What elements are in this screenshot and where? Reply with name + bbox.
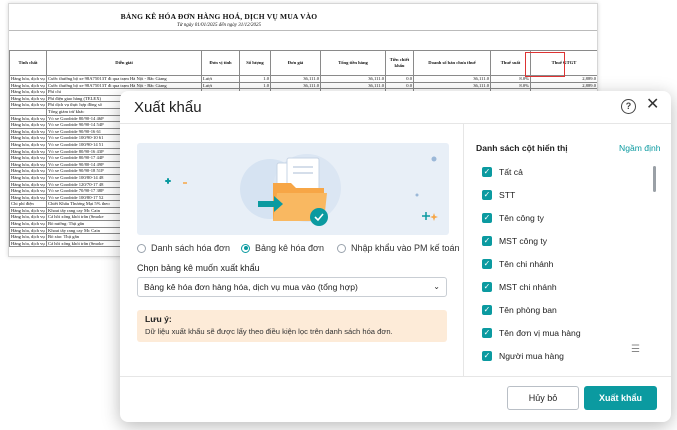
report-cell: Hàng hóa, dịch vụ (11, 194, 45, 200)
report-cell: 1.0 (240, 76, 271, 83)
report-header-cell: Thuế suất (491, 51, 531, 76)
export-dialog (120, 91, 671, 422)
report-header-cell: Tiền chiết khấu (386, 51, 414, 76)
column-option[interactable] (482, 282, 557, 292)
column-option[interactable] (482, 328, 581, 338)
column-option-label: STT (499, 190, 516, 200)
report-cell: Hàng hóa, dịch vụ (11, 234, 45, 240)
report-cell: Lượt (202, 82, 240, 89)
report-cell: 2,889.0 (531, 76, 598, 83)
report-cell: Khoai tây rang cay Mc Cain (47, 227, 202, 234)
report-cell: Hàng hóa, dịch vụ (11, 115, 45, 121)
tax-rate-highlight (525, 52, 565, 77)
column-option-label: Tên chi nhánh (499, 259, 554, 269)
report-cell: Phí chi (47, 89, 202, 96)
report-row (10, 76, 598, 83)
radio-import-accounting[interactable] (337, 244, 346, 253)
column-option[interactable] (482, 190, 515, 200)
report-cell: Hàng hóa, dịch vụ (11, 168, 45, 174)
column-option[interactable] (482, 236, 547, 246)
report-header-cell: Tính chất (10, 51, 47, 76)
column-option[interactable] (482, 167, 523, 177)
report-cell: Hàng hóa, dịch vụ (11, 227, 45, 233)
checkbox-checked-icon[interactable]: ✓ (483, 167, 491, 176)
report-cell: Vỏ xe Goodride 80/90-17 44P (47, 155, 202, 162)
columns-title: Danh sách cột hiển thị (476, 143, 568, 153)
note-title: Lưu ý: (145, 314, 172, 324)
checkbox-checked-icon[interactable]: ✓ (483, 351, 491, 360)
report-cell: Vỏ xe Goodride 90/90-16 61 (47, 128, 202, 135)
report-cell: 36,111.0 (414, 82, 491, 89)
dialog-title: Xuất khẩu (134, 99, 202, 116)
dialog-footer (120, 376, 671, 422)
report-cell: Hàng hóa, dịch vụ (11, 76, 45, 81)
report-cell: Vỏ xe Goodride 90/90-18 51P (47, 168, 202, 175)
report-cell: Hàng hóa, dịch vụ (11, 221, 45, 227)
report-cell: Hàng hóa, dịch vụ (11, 128, 45, 134)
report-period: Từ ngày 01/01/2025 đến ngày 31/12/2025 (177, 23, 261, 28)
column-option-label: Tên đơn vị mua hàng (499, 328, 581, 338)
report-select-label: Chọn bảng kê muốn xuất khẩu (137, 263, 260, 273)
report-cell (10, 108, 47, 115)
close-icon[interactable]: ✕ (646, 96, 660, 113)
column-option-label: MST chi nhánh (499, 282, 557, 292)
report-cell: Hàng hóa, dịch vụ (11, 148, 45, 154)
option-label: Bảng kê hóa đơn (255, 243, 324, 253)
report-cell: Hàng hóa, dịch vụ (11, 82, 45, 88)
report-cell: 8.0% (491, 82, 531, 89)
column-option-label: Tất cả (499, 167, 523, 177)
report-cell: Hàng hóa, dịch vụ (11, 95, 45, 101)
report-cell: Vỏ xe Goodride 70/90-17 38P (47, 188, 202, 195)
checkbox-checked-icon[interactable]: ✓ (483, 282, 491, 291)
option-label: Danh sách hóa đơn (151, 243, 230, 253)
checkbox-checked-icon[interactable]: ✓ (483, 190, 491, 199)
report-cell: 36,111.0 (271, 76, 321, 83)
option-label: Nhập khẩu vào PM kế toán (351, 243, 460, 253)
report-cell: Bò nướng: Thịt gân (47, 221, 202, 228)
column-option[interactable] (482, 305, 557, 315)
report-row (10, 82, 598, 89)
checkbox-checked-icon[interactable]: ✓ (483, 328, 491, 337)
report-cell: Hàng hóa, dịch vụ (11, 155, 45, 161)
column-option-label: MST công ty (499, 236, 548, 246)
column-option[interactable] (482, 259, 553, 269)
report-cell: Lượt (202, 76, 240, 83)
columns-scrollbar[interactable] (653, 166, 656, 192)
report-cell: Hàng hóa, dịch vụ (11, 102, 45, 108)
option-invoice-list[interactable] (137, 241, 230, 255)
report-cell: 1.0 (240, 82, 271, 89)
export-illustration (137, 143, 449, 235)
report-cell: Hàng hóa, dịch vụ (11, 207, 45, 213)
checkbox-checked-icon[interactable]: ✓ (483, 305, 491, 314)
export-button[interactable]: Xuất khẩu (584, 386, 657, 410)
column-option-label: Người mua hàng (499, 351, 564, 361)
report-header-cell: Số lượng (240, 51, 271, 76)
report-cell: Hàng hóa, dịch vụ (11, 141, 45, 147)
report-cell: 36,111.0 (271, 82, 321, 89)
report-cell: Vỏ xe Goodride 100/90-10 61 (47, 135, 202, 142)
report-cell: Hàng hóa, dịch vụ (11, 89, 45, 95)
report-cell: 0.0 (386, 76, 414, 83)
report-cell: Hàng hóa, dịch vụ (11, 161, 45, 167)
report-cell: 0.0 (386, 82, 414, 89)
help-icon[interactable]: ? (621, 99, 636, 114)
report-cell: Vỏ xe Goodride 90/80-14 49P (47, 161, 202, 168)
report-cell: Cước thường bộ xe 98A75013T đi qua trạm Hà Nội - Bắc Giang (47, 82, 202, 89)
option-import-accounting[interactable] (337, 241, 460, 255)
report-header-cell: Diễn giải (47, 51, 202, 76)
report-cell: Hàng hóa, dịch vụ (11, 188, 45, 194)
report-select-value: Bảng kê hóa đơn hàng hóa, dịch vụ mua vào (tổng hợp) (144, 282, 358, 292)
report-cell: Chiết Khấu Thương Mại 5% theo (47, 201, 202, 208)
reset-default-link[interactable]: Ngầm định (619, 143, 661, 153)
report-header-cell: Đơn vị tính (202, 51, 240, 76)
chevron-down-icon: ⌄ (433, 282, 440, 291)
column-option[interactable] (482, 351, 564, 361)
note-text: Dữ liệu xuất khẩu sẽ được lấy theo điều kiện lọc trên danh sách hóa đơn. (145, 327, 393, 336)
report-header-cell: Đơn giá (271, 51, 321, 76)
column-option-label: Tên phòng ban (499, 305, 557, 315)
report-cell: 2,889.0 (531, 82, 598, 89)
report-header-cell: Tổng tiền hàng (321, 51, 386, 76)
note-box (137, 310, 447, 342)
report-cell: 36,111.0 (321, 82, 386, 89)
column-option-label: Tên công ty (499, 213, 544, 223)
report-cell: Vỏ xe Goodride 80/90-16 43P (47, 148, 202, 155)
option-invoice-report[interactable] (241, 241, 324, 255)
report-cell: Cá hồi xông khói trần (Smoke (47, 214, 202, 221)
report-select[interactable] (137, 277, 447, 297)
report-cell: Hàng hóa, dịch vụ (11, 174, 45, 180)
report-cell: Chi phí điện (10, 201, 47, 208)
report-cell: Vỏ xe Goodride 90/90-14 54P (47, 122, 202, 129)
checkbox-checked-icon[interactable]: ✓ (483, 259, 491, 268)
report-cell: Vỏ xe Goodride 100/80-17 52 (47, 194, 202, 201)
empty-rows (9, 30, 597, 51)
checkbox-checked-icon[interactable]: ✓ (483, 236, 491, 245)
report-cell: Hàng hóa, dịch vụ (11, 135, 45, 141)
report-cell: Cước thường bộ xe 98A75013T đi qua trạm Hà Nội - Bắc Giang (47, 76, 202, 83)
report-cell: Bò xào: Thịt gân (47, 234, 202, 241)
report-cell: Hàng hóa, dịch vụ (11, 122, 45, 128)
radio-invoice-report[interactable] (241, 244, 250, 253)
report-cell: Hàng hóa, dịch vụ (11, 214, 45, 220)
report-cell: Hàng hóa, dịch vụ (11, 240, 45, 246)
column-option[interactable] (482, 213, 544, 223)
report-cell: Vỏ xe Goodride 100/90-14 51 (47, 141, 202, 148)
report-cell: 36,111.0 (414, 76, 491, 83)
report-cell: Khoai tây rang cay Mc Cain (47, 207, 202, 214)
radio-invoice-list[interactable] (137, 244, 146, 253)
report-cell: Vỏ xe Goodride 100/80-14 48 (47, 174, 202, 181)
columns-panel (463, 124, 671, 376)
report-header-cell: Doanh số bán chưa thuế (414, 51, 491, 76)
report-cell: Phí dịch vụ thực hợp đồng số (47, 102, 202, 109)
dialog-header (120, 91, 671, 124)
checkbox-checked-icon[interactable]: ✓ (483, 213, 491, 222)
drag-handle-icon[interactable]: ☰ (631, 344, 640, 355)
report-cell: Vỏ xe Goodride 80/90-14 46P (47, 115, 202, 122)
report-cell: Vỏ xe Goodride 120/70-17 48 (47, 181, 202, 188)
report-cell: 36,111.0 (321, 76, 386, 83)
report-cell: 8.0% (491, 76, 531, 83)
report-header-cell: Thuế GTGT (531, 51, 598, 76)
report-cell: Cá hồi xông khói trần (Smoke (47, 240, 202, 247)
cancel-button[interactable]: Hủy bỏ (507, 386, 579, 410)
report-cell: Hàng hóa, dịch vụ (11, 181, 45, 187)
folder-illustration-icon (137, 143, 449, 235)
report-title: BẢNG KÊ HÓA ĐƠN HÀNG HOÁ, DỊCH VỤ MUA VÀO (120, 12, 318, 21)
report-cell: Phí điện giao hàng (TELEX) (47, 95, 202, 102)
report-cell: Tổng giảm trừ khác (47, 108, 202, 115)
